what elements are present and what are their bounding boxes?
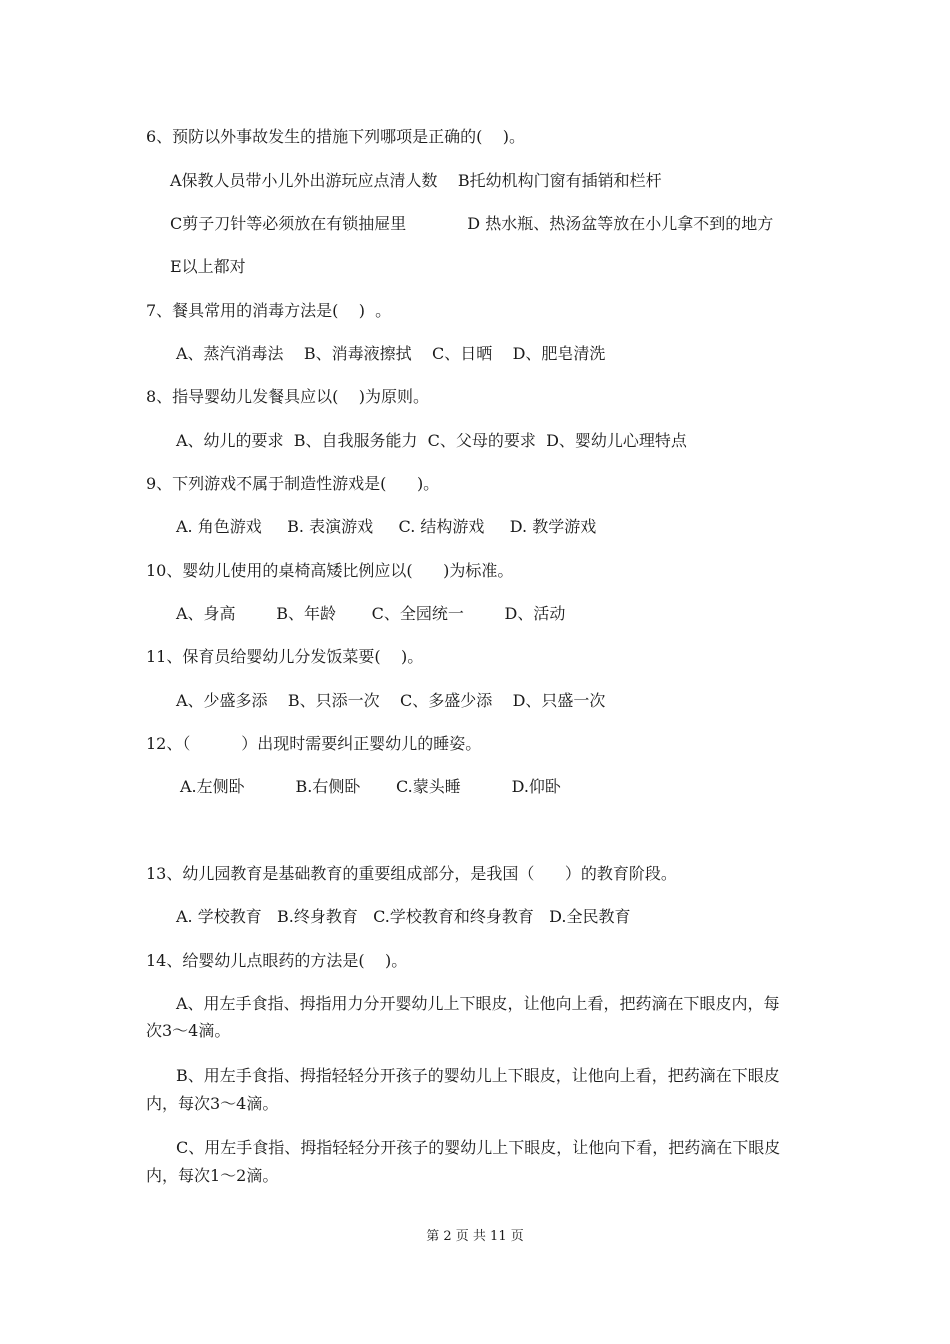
question-10-stem: 10、婴幼儿使用的桌椅高矮比例应以( )为标准。 (146, 561, 514, 580)
question-14-option-a-line1: A、用左手食指、拇指用力分开婴幼儿上下眼皮，让他向上看，把药滴在下眼皮内，每 (176, 994, 780, 1013)
question-10-options: A、身高 B、年龄 C、全园统一 D、活动 (176, 604, 566, 623)
question-14-option-c-line2: 内，每次1～2滴。 (146, 1166, 279, 1185)
question-9-options: A. 角色游戏 B. 表演游戏 C. 结构游戏 D. 教学游戏 (176, 517, 597, 536)
question-8-options: A、幼儿的要求 B、自我服务能力 C、父母的要求 D、婴幼儿心理特点 (176, 431, 687, 450)
question-12-stem: 12、（ ）出现时需要纠正婴幼儿的睡姿。 (146, 734, 482, 753)
question-11-stem: 11、保育员给婴幼儿分发饭菜要( )。 (146, 647, 424, 666)
question-11-options: A、少盛多添 B、只添一次 C、多盛少添 D、只盛一次 (176, 691, 606, 710)
question-7-options: A、蒸汽消毒法 B、消毒液擦拭 C、日晒 D、肥皂清洗 (176, 344, 606, 363)
question-6-options-row2: C剪子刀针等必须放在有锁抽屉里 D 热水瓶、热汤盆等放在小儿拿不到的地方 (170, 214, 774, 233)
question-14-option-c-line1: C、用左手食指、拇指轻轻分开孩子的婴幼儿上下眼皮，让他向下看，把药滴在下眼皮 (176, 1138, 781, 1157)
question-6-options-row1: A保教人员带小儿外出游玩应点清人数 B托幼机构门窗有插销和栏杆 (170, 171, 662, 190)
question-7-stem: 7、餐具常用的消毒方法是( ) 。 (146, 301, 392, 320)
question-12-options: A.左侧卧 B.右侧卧 C.蒙头睡 D.仰卧 (180, 777, 561, 796)
question-6-options-row3: E以上都对 (170, 257, 246, 276)
question-14-stem: 14、给婴幼儿点眼药的方法是( )。 (146, 951, 408, 970)
question-9-stem: 9、下列游戏不属于制造性游戏是( )。 (146, 474, 440, 493)
page-footer-number: 第 2 页 共 11 页 (426, 1229, 524, 1244)
question-6-stem: 6、预防以外事故发生的措施下列哪项是正确的( )。 (146, 127, 526, 146)
question-13-options: A. 学校教育 B.终身教育 C.学校教育和终身教育 D.全民教育 (176, 907, 631, 926)
question-14-option-b-line1: B、用左手食指、拇指轻轻分开孩子的婴幼儿上下眼皮，让他向上看，把药滴在下眼皮 (176, 1066, 780, 1085)
question-14-option-a-line2: 次3～4滴。 (146, 1021, 231, 1040)
question-8-stem: 8、指导婴幼儿发餐具应以( )为原则。 (146, 387, 430, 406)
question-13-stem: 13、幼儿园教育是基础教育的重要组成部分，是我国（ ）的教育阶段。 (146, 864, 677, 883)
question-14-option-b-line2: 内，每次3～4滴。 (146, 1094, 279, 1113)
